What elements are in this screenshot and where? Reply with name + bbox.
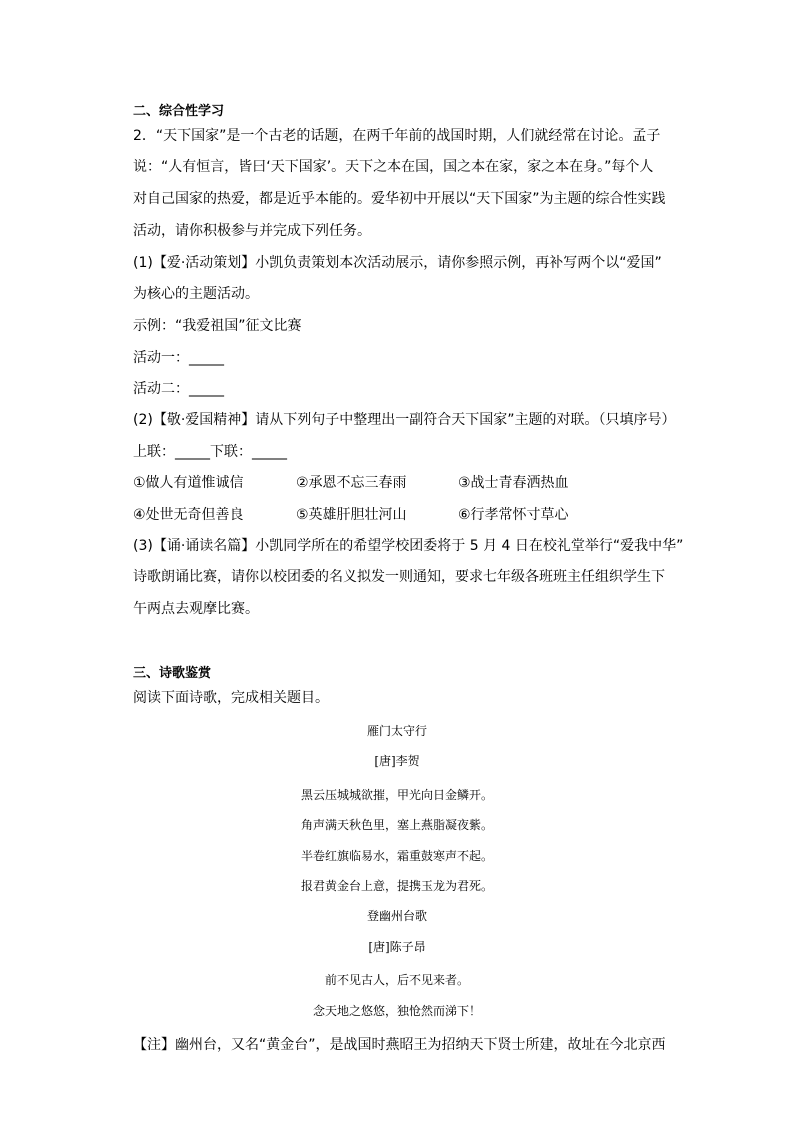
option-4: ④处世无奇但善良 [133, 507, 244, 523]
poem-2-line: 念天地之悠悠，独怆然而涕下！ [312, 1004, 481, 1018]
question-2-line-2: 说：“人有恒言，皆曰‘天下国家’。天下之本在国，国之本在家，家之本在身。”每个人 [133, 159, 654, 175]
poem-2-title: 登幽州台歌 [366, 909, 427, 923]
poem-1-author: [唐]李贺 [374, 754, 420, 768]
poem-1-title: 雁门太守行 [366, 724, 427, 738]
section-heading-comprehensive: 二、综合性学习 [133, 104, 225, 119]
poem-1-line: 黑云压城城欲摧，甲光向日金鳞开。 [300, 788, 493, 802]
activity-2-blank: 活动二：_____ [133, 381, 224, 397]
question-2-line-4: 活动，请你积极参与并完成下列任务。 [133, 223, 371, 239]
option-1: ①做人有道惟诚信 [133, 475, 244, 491]
question-2-line-1: 2．“天下国家”是一个古老的话题，在两千年前的战国时期，人们就经常在讨论。孟子 [133, 128, 661, 144]
poem-1-line: 半卷红旗临易水，霜重鼓寒声不起。 [300, 849, 493, 863]
subquestion-3-line-2: 诗歌朗诵比赛，请你以校团委的名义拟发一则通知，要求七年级各班班主任组织学生下 [133, 569, 665, 585]
question-2-line-3: 对自己国家的热爱，都是近乎本能的。爱华初中开展以“天下国家”为主题的综合性实践 [133, 191, 666, 207]
section-heading-poetry: 三、诗歌鉴赏 [133, 666, 212, 681]
annotation-note: 【注】幽州台，又名“黄金台”，是战国时燕昭王为招纳天下贤士所建，故址在今北京西 [133, 1037, 666, 1053]
poem-1-line: 报君黄金台上意，提携玉龙为君死。 [300, 879, 493, 893]
subquestion-1-line-1: (1)【爱·活动策划】小凯负责策划本次活动展示，请你参照示例，再补写两个以“爱国” [133, 255, 662, 271]
couplet-blank: 上联：_____下联：_____ [133, 444, 287, 460]
poem-2-line: 前不见古人，后不见来者。 [324, 973, 469, 987]
option-3: ③战士青春洒热血 [458, 475, 569, 491]
poem-2-author: [唐]陈子昂 [368, 940, 426, 954]
example-text: 示例：“我爱祖国”征文比赛 [133, 318, 302, 334]
option-2: ②承恩不忘三春雨 [296, 475, 407, 491]
subquestion-2-line: (2)【敬·爱国精神】请从下列句子中整理出一副符合天下国家”主题的对联。（只填序号） [133, 412, 676, 428]
option-6: ⑥行孝常怀寸草心 [458, 507, 569, 523]
option-5: ⑤英雄肝胆壮河山 [296, 507, 407, 523]
subquestion-1-line-2: 为核心的主题活动。 [133, 286, 259, 302]
subquestion-3-line-3: 午两点去观摩比赛。 [133, 601, 259, 617]
poetry-intro: 阅读下面诗歌，完成相关题目。 [133, 690, 329, 706]
subquestion-3-line-1: (3)【诵·诵读名篇】小凯同学所在的希望学校团委将于 5 月 4 日在校礼堂举行“爱我中华” [133, 538, 684, 554]
poem-1-line: 角声满天秋色里，塞上燕脂凝夜紫。 [300, 818, 493, 832]
activity-1-blank: 活动一：_____ [133, 350, 224, 366]
